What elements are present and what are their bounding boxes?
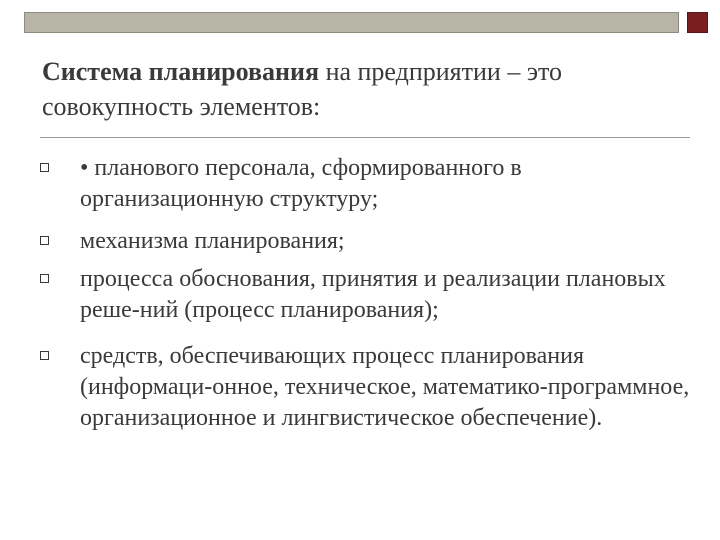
slide-title	[42, 54, 682, 124]
list-item	[80, 226, 690, 257]
title-rest-part: на предприятии – это совокупность элементов:	[42, 57, 563, 121]
hollow-square-bullet-icon	[40, 274, 49, 283]
list-item-text: процесса обоснования, принятия и реализации плановых реше-ний (процесс планирования);	[80, 266, 666, 323]
hollow-square-bullet-icon	[40, 163, 49, 172]
hollow-square-bullet-icon	[40, 351, 49, 360]
list-item-text: средств, обеспечивающих процесс планирования (информаци-онное, техническое, математико-программное, организационное и лингвистическое обеспечение).	[80, 343, 690, 431]
list-item	[80, 341, 690, 434]
accent-square	[687, 12, 708, 33]
title-bold-part: Система планирования	[42, 57, 320, 86]
header-bar	[24, 12, 679, 33]
list-item-text: механизма планирования;	[80, 228, 345, 254]
hollow-square-bullet-icon	[40, 236, 49, 245]
list-item-text: • планового персонала, сформированного в организационную структуру;	[80, 155, 522, 212]
list-item	[80, 153, 690, 215]
list-item	[80, 264, 690, 326]
title-divider	[40, 137, 690, 138]
